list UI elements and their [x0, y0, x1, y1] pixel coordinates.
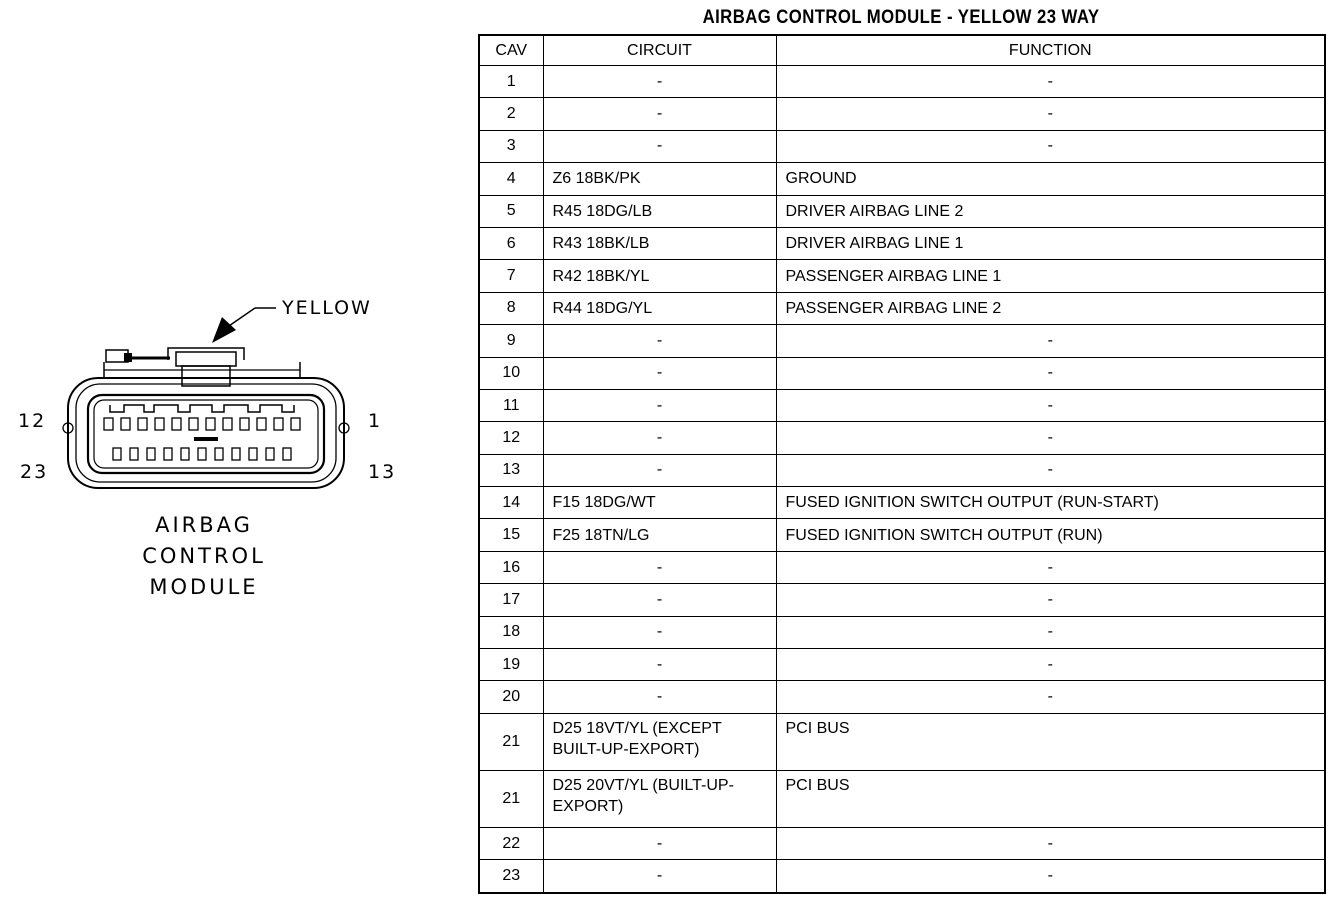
function-cell: - [776, 681, 1325, 713]
connector-diagram [0, 0, 460, 916]
connector-caption [88, 510, 320, 603]
header-function: FUNCTION [776, 35, 1325, 66]
table-row [479, 551, 1325, 583]
cavity-bottom-15 [249, 448, 257, 460]
function-cell: - [776, 66, 1325, 98]
caption-line-3: MODULE [149, 575, 259, 599]
table-row [479, 389, 1325, 421]
cav-cell: 7 [479, 260, 543, 292]
header-cav: CAV [479, 35, 543, 66]
function-cell: PASSENGER AIRBAG LINE 2 [776, 292, 1325, 324]
circuit-cell: - [543, 130, 776, 162]
table-row [479, 649, 1325, 681]
cav-cell: 20 [479, 681, 543, 713]
function-cell: - [776, 454, 1325, 486]
circuit-cell: - [543, 98, 776, 130]
circuit-cell: - [543, 454, 776, 486]
cav-cell: 14 [479, 487, 543, 519]
table-row [479, 130, 1325, 162]
circuit-cell: - [543, 584, 776, 616]
cavity-top-9 [155, 418, 164, 430]
table-header-row [479, 35, 1325, 66]
cavity-top-12 [104, 418, 113, 430]
function-cell: FUSED IGNITION SWITCH OUTPUT (RUN-START) [776, 487, 1325, 519]
pin-label-13: 13 [368, 461, 397, 483]
function-cell: - [776, 827, 1325, 859]
function-cell: - [776, 98, 1325, 130]
cavity-bottom-22 [130, 448, 138, 460]
table-row [479, 584, 1325, 616]
circuit-cell: - [543, 681, 776, 713]
function-cell: - [776, 389, 1325, 421]
function-cell: DRIVER AIRBAG LINE 1 [776, 227, 1325, 259]
table-row [479, 616, 1325, 648]
cav-cell: 19 [479, 649, 543, 681]
function-cell: - [776, 860, 1325, 893]
function-cell: - [776, 616, 1325, 648]
circuit-cell: R44 18DG/YL [543, 292, 776, 324]
cav-cell: 15 [479, 519, 543, 551]
function-cell: - [776, 649, 1325, 681]
cavity-top-10 [138, 418, 147, 430]
caption-line-1: AIRBAG [155, 513, 253, 537]
function-cell: GROUND [776, 163, 1325, 195]
table-row [479, 357, 1325, 389]
function-cell: FUSED IGNITION SWITCH OUTPUT (RUN) [776, 519, 1325, 551]
circuit-cell: - [543, 389, 776, 421]
cavity-top-4 [240, 418, 249, 430]
function-cell: - [776, 325, 1325, 357]
cav-cell: 21 [479, 770, 543, 827]
cav-cell: 8 [479, 292, 543, 324]
table-row [479, 195, 1325, 227]
cav-cell: 18 [479, 616, 543, 648]
bottom-row-cavities [113, 448, 291, 460]
connector-face-drawing [0, 0, 460, 916]
pin-label-1: 1 [368, 410, 383, 432]
cav-cell: 11 [479, 389, 543, 421]
function-cell: - [776, 551, 1325, 583]
table-row [479, 292, 1325, 324]
cav-cell: 16 [479, 551, 543, 583]
circuit-cell: R43 18BK/LB [543, 227, 776, 259]
caption-line-2: CONTROL [142, 544, 266, 568]
pin-label-23: 23 [20, 461, 49, 483]
function-cell: DRIVER AIRBAG LINE 2 [776, 195, 1325, 227]
table-row [479, 860, 1325, 893]
cav-cell: 6 [479, 227, 543, 259]
circuit-cell: - [543, 649, 776, 681]
header-circuit: CIRCUIT [543, 35, 776, 66]
table-row [479, 422, 1325, 454]
table-row [479, 713, 1325, 770]
connector-color-label: YELLOW [282, 297, 372, 319]
table-title: AIRBAG CONTROL MODULE - YELLOW 23 WAY [702, 7, 1100, 28]
pinout-table [478, 34, 1326, 894]
circuit-cell: R45 18DG/LB [543, 195, 776, 227]
table-row [479, 98, 1325, 130]
cavity-top-2 [274, 418, 283, 430]
cavity-top-7 [189, 418, 198, 430]
table-row [479, 681, 1325, 713]
circuit-cell: D25 20VT/YL (BUILT-UP-EXPORT) [543, 770, 776, 827]
table-row [479, 827, 1325, 859]
circuit-cell: - [543, 827, 776, 859]
cavity-bottom-23 [113, 448, 121, 460]
cavity-top-8 [172, 418, 181, 430]
cavity-top-5 [223, 418, 232, 430]
circuit-cell: D25 18VT/YL (EXCEPT BUILT-UP-EXPORT) [543, 713, 776, 770]
cavity-top-1 [291, 418, 300, 430]
cavity-top-6 [206, 418, 215, 430]
function-cell: - [776, 357, 1325, 389]
circuit-cell: - [543, 860, 776, 893]
circuit-cell: F25 18TN/LG [543, 519, 776, 551]
table-row [479, 66, 1325, 98]
function-cell: PCI BUS [776, 770, 1325, 827]
function-cell: - [776, 130, 1325, 162]
circuit-cell: F15 18DG/WT [543, 487, 776, 519]
circuit-cell: - [543, 357, 776, 389]
circuit-cell: - [543, 422, 776, 454]
table-row [479, 454, 1325, 486]
cavity-top-3 [257, 418, 266, 430]
cav-cell: 17 [479, 584, 543, 616]
table-row [479, 519, 1325, 551]
cavity-bottom-21 [147, 448, 155, 460]
top-row-cavities [104, 418, 300, 430]
cav-cell: 3 [479, 130, 543, 162]
cavity-bottom-17 [215, 448, 223, 460]
cav-cell: 4 [479, 163, 543, 195]
cav-cell: 2 [479, 98, 543, 130]
cavity-top-11 [121, 418, 130, 430]
cavity-bottom-20 [164, 448, 172, 460]
table-row [479, 487, 1325, 519]
table-row [479, 770, 1325, 827]
circuit-cell: R42 18BK/YL [543, 260, 776, 292]
cav-cell: 22 [479, 827, 543, 859]
cav-cell: 5 [479, 195, 543, 227]
cavity-bottom-18 [198, 448, 206, 460]
cavity-bottom-14 [266, 448, 274, 460]
table-row [479, 260, 1325, 292]
cav-cell: 9 [479, 325, 543, 357]
table-row [479, 227, 1325, 259]
function-cell: PCI BUS [776, 713, 1325, 770]
function-cell: - [776, 584, 1325, 616]
cav-cell: 12 [479, 422, 543, 454]
cav-cell: 21 [479, 713, 543, 770]
function-cell: PASSENGER AIRBAG LINE 1 [776, 260, 1325, 292]
circuit-cell: Z6 18BK/PK [543, 163, 776, 195]
table-row [479, 325, 1325, 357]
cav-cell: 23 [479, 860, 543, 893]
circuit-cell: - [543, 616, 776, 648]
cavity-bottom-13 [283, 448, 291, 460]
cavity-bottom-19 [181, 448, 189, 460]
pin-label-12: 12 [18, 410, 47, 432]
circuit-cell: - [543, 551, 776, 583]
table-row [479, 163, 1325, 195]
cavity-bottom-16 [232, 448, 240, 460]
cav-cell: 10 [479, 357, 543, 389]
function-cell: - [776, 422, 1325, 454]
circuit-cell: - [543, 66, 776, 98]
cav-cell: 13 [479, 454, 543, 486]
cav-cell: 1 [479, 66, 543, 98]
circuit-cell: - [543, 325, 776, 357]
